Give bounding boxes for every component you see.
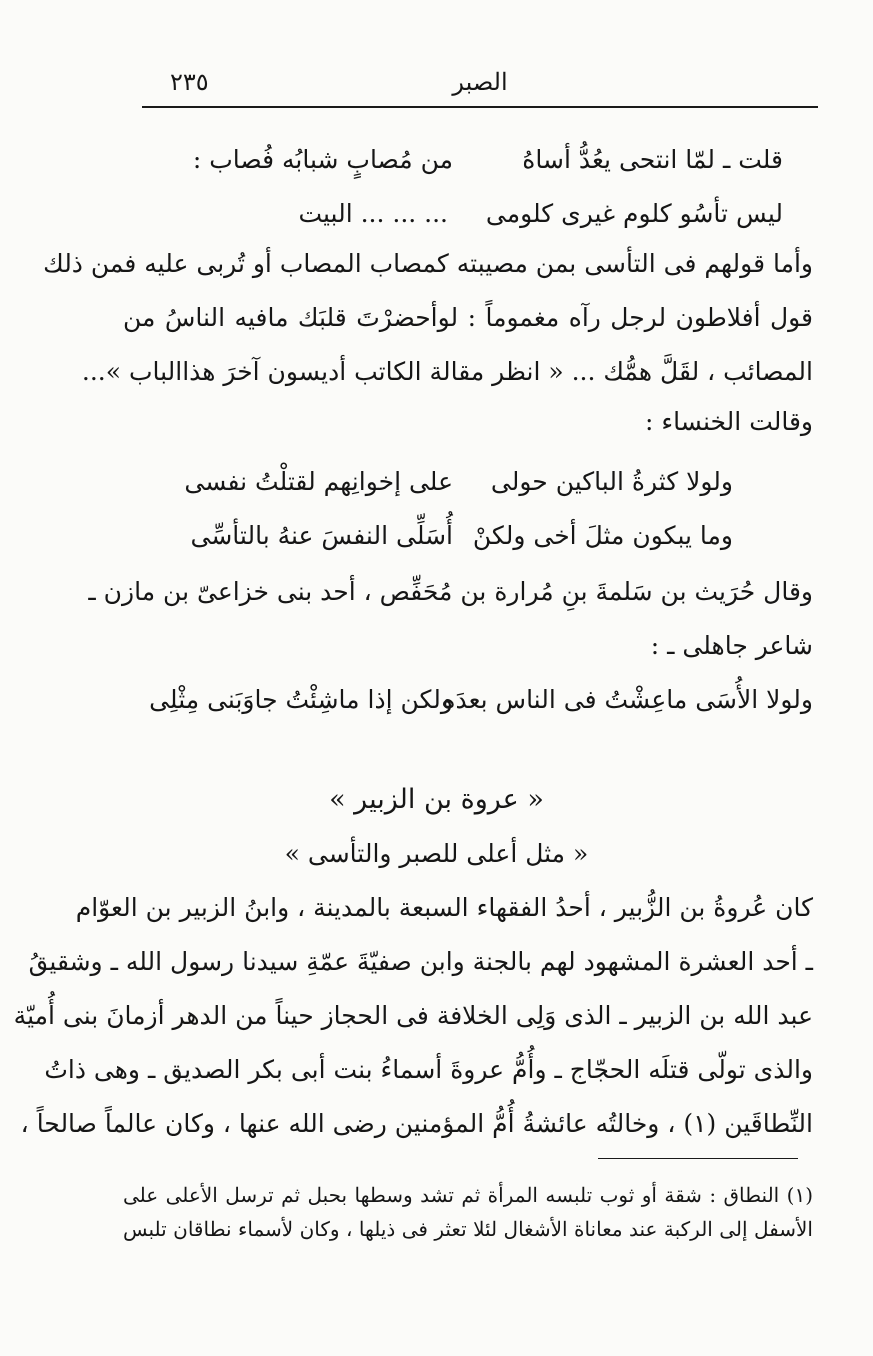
paragraph-line: وقال حُرَيث بن سَلمةَ بنِ مُرارة بن مُحَفِّص ، أحد بنى خزاعىّ بن مازن ـ bbox=[88, 577, 813, 606]
running-title: الصبر bbox=[452, 68, 508, 96]
paragraph-line: ـ أحد العشرة المشهود لهم بالجنة وابن صفيّةَ عمّةِ سيدنا رسول الله ـ وشقيقُ bbox=[28, 947, 813, 976]
paragraph-line: وقالت الخنساء : bbox=[644, 407, 813, 436]
footnote-line: (١) النطاق : شقة أو ثوب تلبسه المرأة ثم تشد وسطها بحبل ثم ترسل الأعلى على bbox=[123, 1183, 813, 1207]
verse-3-second-hemistich: على إخوانِهم لقتلْتُ نفسى bbox=[184, 467, 453, 496]
paragraph-line: شاعر جاهلى ـ : bbox=[650, 631, 813, 660]
footnote-line: الأسفل إلى الركبة عند معاناة الأشغال لئلا تعثر فى ذيلها ، وكان لأسماء نطاقان تلبس bbox=[123, 1217, 813, 1241]
verse-2-first-hemistich: ليس تأسُو كلوم غيرى كلومى bbox=[485, 199, 783, 228]
verse-1-first-hemistich: قلت ـ لمّا انتحى يعُدُّ أساهُ bbox=[522, 145, 783, 174]
paragraph-line: كان عُروةُ بن الزُّبير ، أحدُ الفقهاء السبعة بالمدينة ، وابنُ الزبير بن العوّام bbox=[75, 893, 813, 922]
verse-1-second-hemistich: من مُصابٍ شبابُه فُصاب : bbox=[192, 145, 453, 174]
verse-2-second-hemistich: ... ... ... البيت bbox=[298, 199, 448, 228]
paragraph-line: عبد الله بن الزبير ـ الذى وَلِى الخلافة فى الحجاز حيناً من الدهر أزمانَ بنى أُميّة bbox=[13, 1001, 813, 1030]
paragraph-line: قول أفلاطون لرجل رآه مغموماً : لوأحضرْتَ قلبَك مافيه الناسُ من bbox=[123, 303, 813, 332]
paragraph-line: وأما قولهم فى التأسى بمن مصيبته كمصاب المصاب أو تُربى عليه فمن ذلك bbox=[43, 249, 813, 278]
paragraph-line: المصائب ، لقَلَّ همُّك ... « انظر مقالة الكاتب أديسون آخرَ هذاالباب »... bbox=[81, 357, 813, 386]
footnote-rule bbox=[598, 1158, 798, 1159]
section-subheading: « مثل أعلى للصبر والتأسى » bbox=[284, 839, 589, 868]
section-heading: « عروة بن الزبير » bbox=[329, 784, 544, 815]
verse-4-first-hemistich: وما يبكون مثلَ أخى ولكنْ bbox=[472, 521, 733, 550]
verse-4-second-hemistich: أُسَلِّى النفسَ عنهُ بالتأسِّى bbox=[190, 521, 453, 550]
page-header bbox=[140, 62, 820, 102]
paragraph-line: النِّطاقَين (١) ، وخالتُه عائشةُ أُمُّ المؤمنين رضى الله عنها ، وكان عالماً صالحاً ، bbox=[20, 1109, 813, 1138]
verse-3-first-hemistich: ولولا كثرةُ الباكين حولى bbox=[490, 467, 733, 496]
page-number: ٢٣٥ bbox=[170, 68, 209, 96]
verse-5-second-hemistich: ولكن إذا ماشِئْتُ جاوَبَنى مِثْلِى bbox=[149, 685, 453, 714]
verse-5-first-hemistich: ولولا الأُسَى ماعِشْتُ فى الناس بعدَه bbox=[442, 685, 813, 714]
header-rule bbox=[142, 106, 818, 108]
paragraph-line: والذى تولّى قتلَه الحجّاج ـ وأُمُّ عروةَ أسماءُ بنت أبى بكر الصديق ـ وهى ذاتُ bbox=[44, 1055, 813, 1084]
